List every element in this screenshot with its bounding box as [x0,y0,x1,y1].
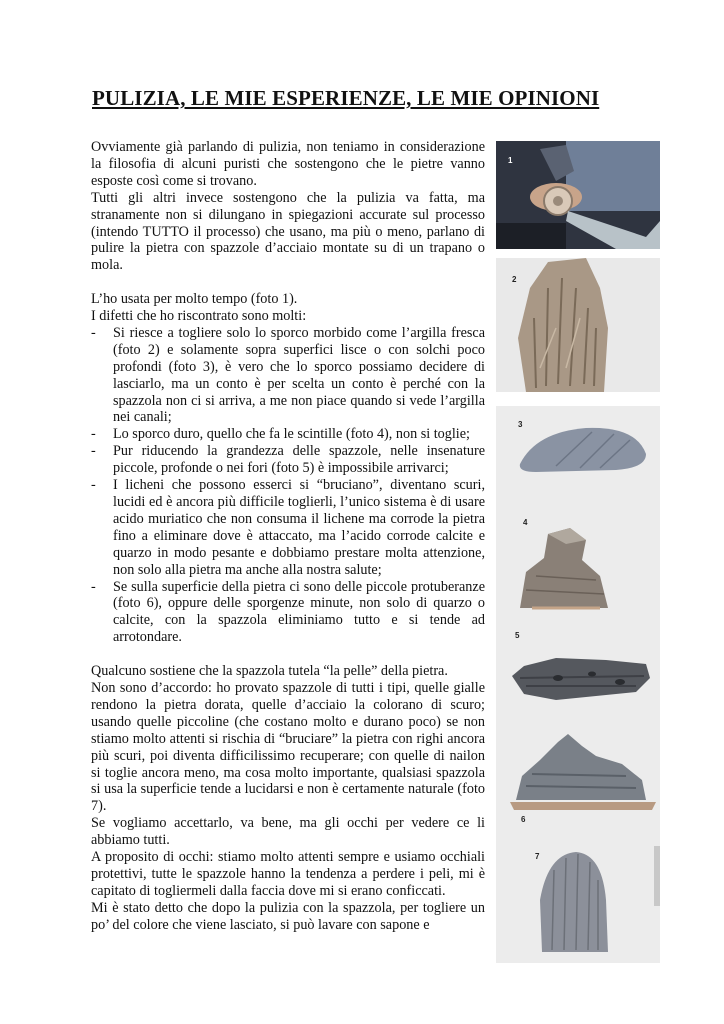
paragraph: Ovviamente già parlando di pulizia, non teniamo in considerazione la filosofia di alcuni puristi che sostengono che le pietre vanno esposte così come si trovano. [91,139,485,189]
paragraph: I difetti che ho riscontrato sono molti: [91,308,307,325]
photo-label: 4 [523,518,528,527]
protuberance-stone-photo [496,730,660,840]
list-item: - Pur riducendo la grandezza delle spazzole, nelle insenature piccole, profonde o nei fori (foto 5) è impossibile arrivarci; [91,443,485,477]
photo-label: 7 [535,852,540,861]
smooth-stone-photo [496,406,660,510]
photo-label: 5 [515,631,520,640]
paragraph: Tutti gli altri invece sostengono che la pulizia va fatta, ma stranamente non si dilungano in spiegazioni accurate sul processo (intendo TUTTO il processo) che usano, ma più o meno, parlano di pulire la pietra con spazzole d’acciaio montate su di un trapano o mola. [91,189,485,274]
polished-stone-photo [496,840,660,963]
paragraph: Mi è stato detto che dopo la pulizia con la spazzola, per togliere un po’ del colore che viene lasciato, si può lavare con sapone e [91,899,485,933]
polished-stone-icon [496,840,660,963]
clay-stone-icon [496,258,660,392]
drill-brush-photo [496,141,660,249]
clay-stone-photo [496,258,660,392]
holed-stone-icon [496,630,660,730]
photo-label: 1 [508,156,513,165]
list-item: - Si riesce a togliere solo lo sporco morbido come l’argilla fresca (foto 2) e solamente sopra superfici lisce o con solchi poco profondi (foto 3), è vero che lo sporco possiamo decidere di lasciarlo, ma un conto è per scelta un conto è perché con la spazzola non ci si arriva, a me non piace quando si vede l’argilla nei canali; [91,324,485,426]
list-item: - I licheni che possono esserci si “bruciano”, diventano scuri, lucidi ed è ancora più difficile toglierli, l’unico sistema è di usare acido muriatico che non consuma il lichene ma corrode la pietra fino a eliminare dove è attaccato, ma l’acido corrode calcite e quarzo in modo pesante e dobbiamo prestare molta attenzione, non solo alla pietra ma anche alla nostra salute; [91,477,485,578]
photo-label: 2 [512,275,517,284]
list-item: - Se sulla superficie della pietra ci sono delle piccole protuberanze (foto 6), oppure delle sporgenze minute, non solo di quarzo o calcite, con la spazzola eliminiamo tutto e si tende ad arrotondare. [91,578,485,646]
drill-brush-icon [496,141,660,249]
hard-dirt-stone-photo [496,510,660,630]
paragraph: Non sono d’accordo: ho provato spazzole di tutti i tipi, quelle gialle rendono la pietra dorata, quelle d’acciaio la colorano di scuro; usando quelle piccoline (che costano molto e durano poco) se non stiamo molto attenti si rischia di “bruciare” la pietra con righi ancora più scuri, poi diventa difficilissimo recuperare; con quelle di nailon si toglie ancora meno, ma cosa molto importante, qualsiasi spazzola si usa la superficie tende a lucidarsi e non è certamente naturale (foto 7). [91,679,485,815]
page-title: PULIZIA, LE MIE ESPERIENZE, LE MIE OPINIONI [92,86,600,110]
hard-dirt-stone-icon [496,510,660,630]
paragraph: L’ho usata per molto tempo (foto 1). [91,291,298,308]
holed-stone-photo [496,630,660,730]
list-item: - Lo sporco duro, quello che fa le scintille (foto 4), non si toglie; [91,426,470,443]
paragraph: A proposito di occhi: stiamo molto attenti sempre e usiamo occhiali protettivi, tutte le spazzole hanno la tendenza a perdere i peli, mi è capitato di togliermeli dalla faccia dove mi si erano conficcati. [91,849,485,899]
photo-label: 3 [518,420,523,429]
paragraph: Qualcuno sostiene che la spazzola tutela “la pelle” della pietra. [91,663,448,680]
paragraph: Se vogliamo accettarlo, va bene, ma gli occhi per vedere ce li abbiamo tutti. [91,815,485,849]
article-body [91,139,485,934]
photo-label: 6 [521,815,526,824]
